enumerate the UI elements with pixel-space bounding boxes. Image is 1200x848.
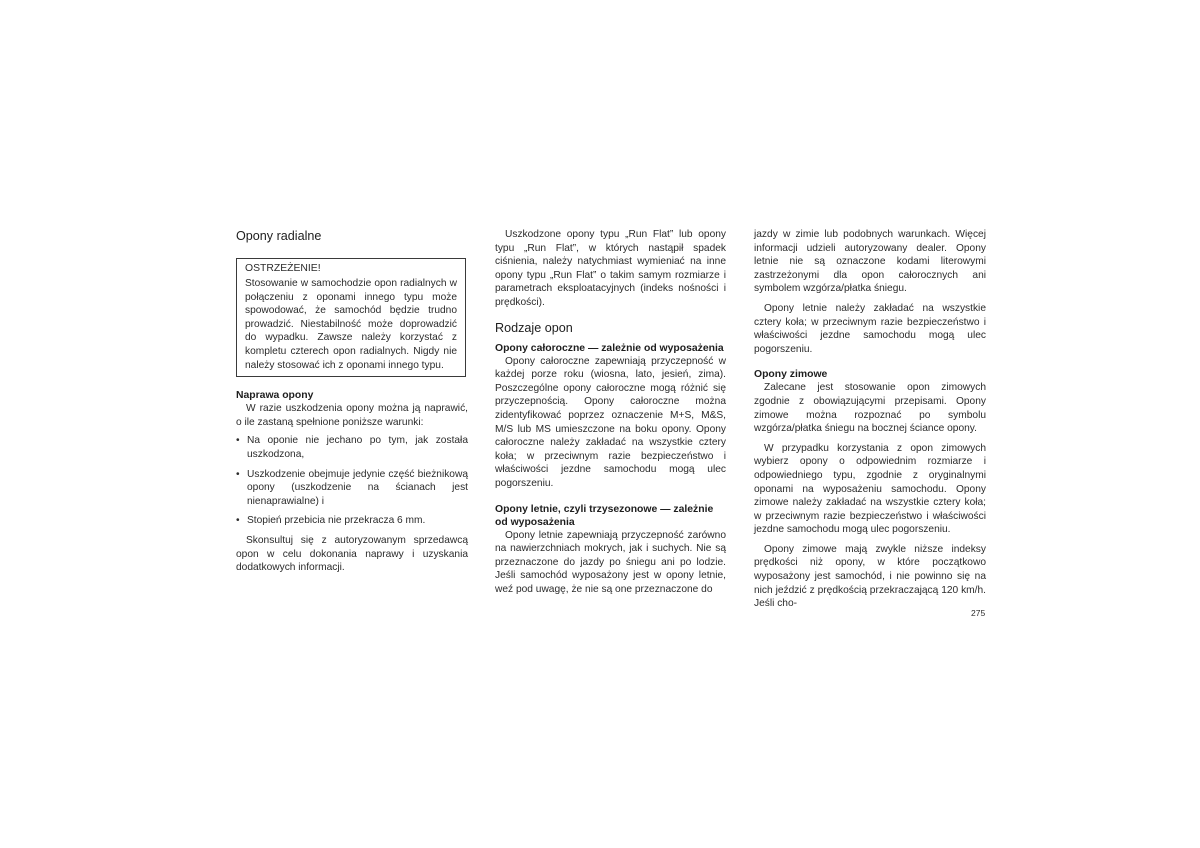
summer-paragraph: Opony letnie zapewniają przyczepność zarówno na nawierzchniach mokrych, jak i suchych. Nie są przeznaczone do jazdy po śniegu ani po lodzie. Jeśli samochód wyposażony jest w opony letnie, weź pod uwagę, że nie są one przeznaczone do <box>495 529 726 595</box>
summer-continuation: jazdy w zimie lub podobnych warunkach. Więcej informacji udzieli autoryzowany dealer. Opony letnie nie są oznaczone kodami literowymi zastrzeżonymi dla opon całorocznych ani symbolem wzgórza/płatka śniegu. <box>754 229 986 295</box>
runflat-paragraph: Uszkodzone opony typu „Run Flat” lub opony typu „Run Flat”, w których nastąpił spadek ciśnienia, należy natychmiast wymieniać na inne opony typu „Run Flat” o takim samym rozmiarze i parametrach eksploatacyjnych (indeks nośności i prędkości). <box>495 229 726 308</box>
section-title-radial-tires: Opony radialne <box>236 229 322 243</box>
winter-paragraph-2: W przypadku korzystania z opon zimowych wybierz opony o odpowiednim rozmiarze i odpowiedniego typu, zgodnie z oryginalnymi oponami na wyposażeniu samochodu. Opony zimowe należy zakładać na wszystkie cztery koła; w przeciwnym razie bezpieczeństwo i właściwości jezdne samochodu mogą ulec pogorszeniu. <box>754 442 986 536</box>
all-season-heading: Opony całoroczne — zależnie od wyposażenia <box>495 342 724 354</box>
list-item: • Na oponie nie jechano po tym, jak została uszkodzona, <box>236 434 468 461</box>
section-title-tire-types: Rodzaje opon <box>495 320 573 335</box>
repair-heading: Naprawa opony <box>236 390 314 402</box>
warning-box <box>236 258 466 377</box>
column-right <box>754 228 986 611</box>
column-left <box>236 228 468 575</box>
warning-text: Stosowanie w samochodzie opon radialnych w połączeniu z oponami innego typu może spowodować, że samochód będzie trudno prowadzić. Niestabilność może doprowadzić do wypadku. Zawsze należy korzystać z kompletu czterech opon radialnych. Nigdy nie należy stosować ich z oponami innego typu. <box>245 278 457 371</box>
column-middle <box>495 228 726 596</box>
repair-outro: Skonsultuj się z autoryzowanym sprzedawcą opon w celu dokonania naprawy i uzyskania dodatkowych informacji. <box>236 534 468 574</box>
summer-heading: Opony letnie, czyli trzysezonowe — zależnie od wyposażenia <box>495 503 714 528</box>
repair-conditions-list <box>236 434 468 528</box>
winter-paragraph-1: Zalecane jest stosowanie opon zimowych zgodnie z obowiązującymi przepisami. Opony zimowe można rozpoznać po symbolu wzgórza/płatka śniegu na bocznej ściance opony. <box>754 382 986 435</box>
page-number: 275 <box>971 608 986 618</box>
list-item: • Uszkodzenie obejmuje jedynie część bieżnikową opony (uszkodzenie na ścianach jest nienaprawialne) i <box>236 468 468 509</box>
summer-continuation-2: Opony letnie należy zakładać na wszystkie cztery koła; w przeciwnym razie bezpieczeństwo i właściwości jezdne samochodu mogą ulec pogorszeniu. <box>754 302 986 355</box>
repair-intro: W razie uszkodzenia opony można ją naprawić, o ile zastaną spełnione poniższe warunki: <box>236 403 468 428</box>
winter-heading: Opony zimowe <box>754 369 828 381</box>
winter-paragraph-3: Opony zimowe mają zwykle niższe indeksy prędkości niż opony, w które początkowo wyposażony jest samochód, i nie powinno się na nich jeździć z prędkością przekraczającą 120 km/h. Jeśli cho- <box>754 543 986 610</box>
list-item: • Stopień przebicia nie przekracza 6 mm. <box>236 514 468 528</box>
all-season-paragraph: Opony całoroczne zapewniają przyczepność w każdej porze roku (wiosna, lato, jesień, zima). Poszczególne opony całoroczne mogą różnić się przyczepnością. Opony całoroczne można zidentyfikować poprzez oznaczenie M+S, M&S, M/S lub MS umieszczone na boku opony. Opony całoroczne należy zakładać na wszystkie cztery koła; w przeciwnym razie bezpieczeństwo i właściwości jezdne samochodu mogą ulec pogorszeniu. <box>495 355 726 489</box>
warning-title: OSTRZEŻENIE! <box>245 263 321 274</box>
